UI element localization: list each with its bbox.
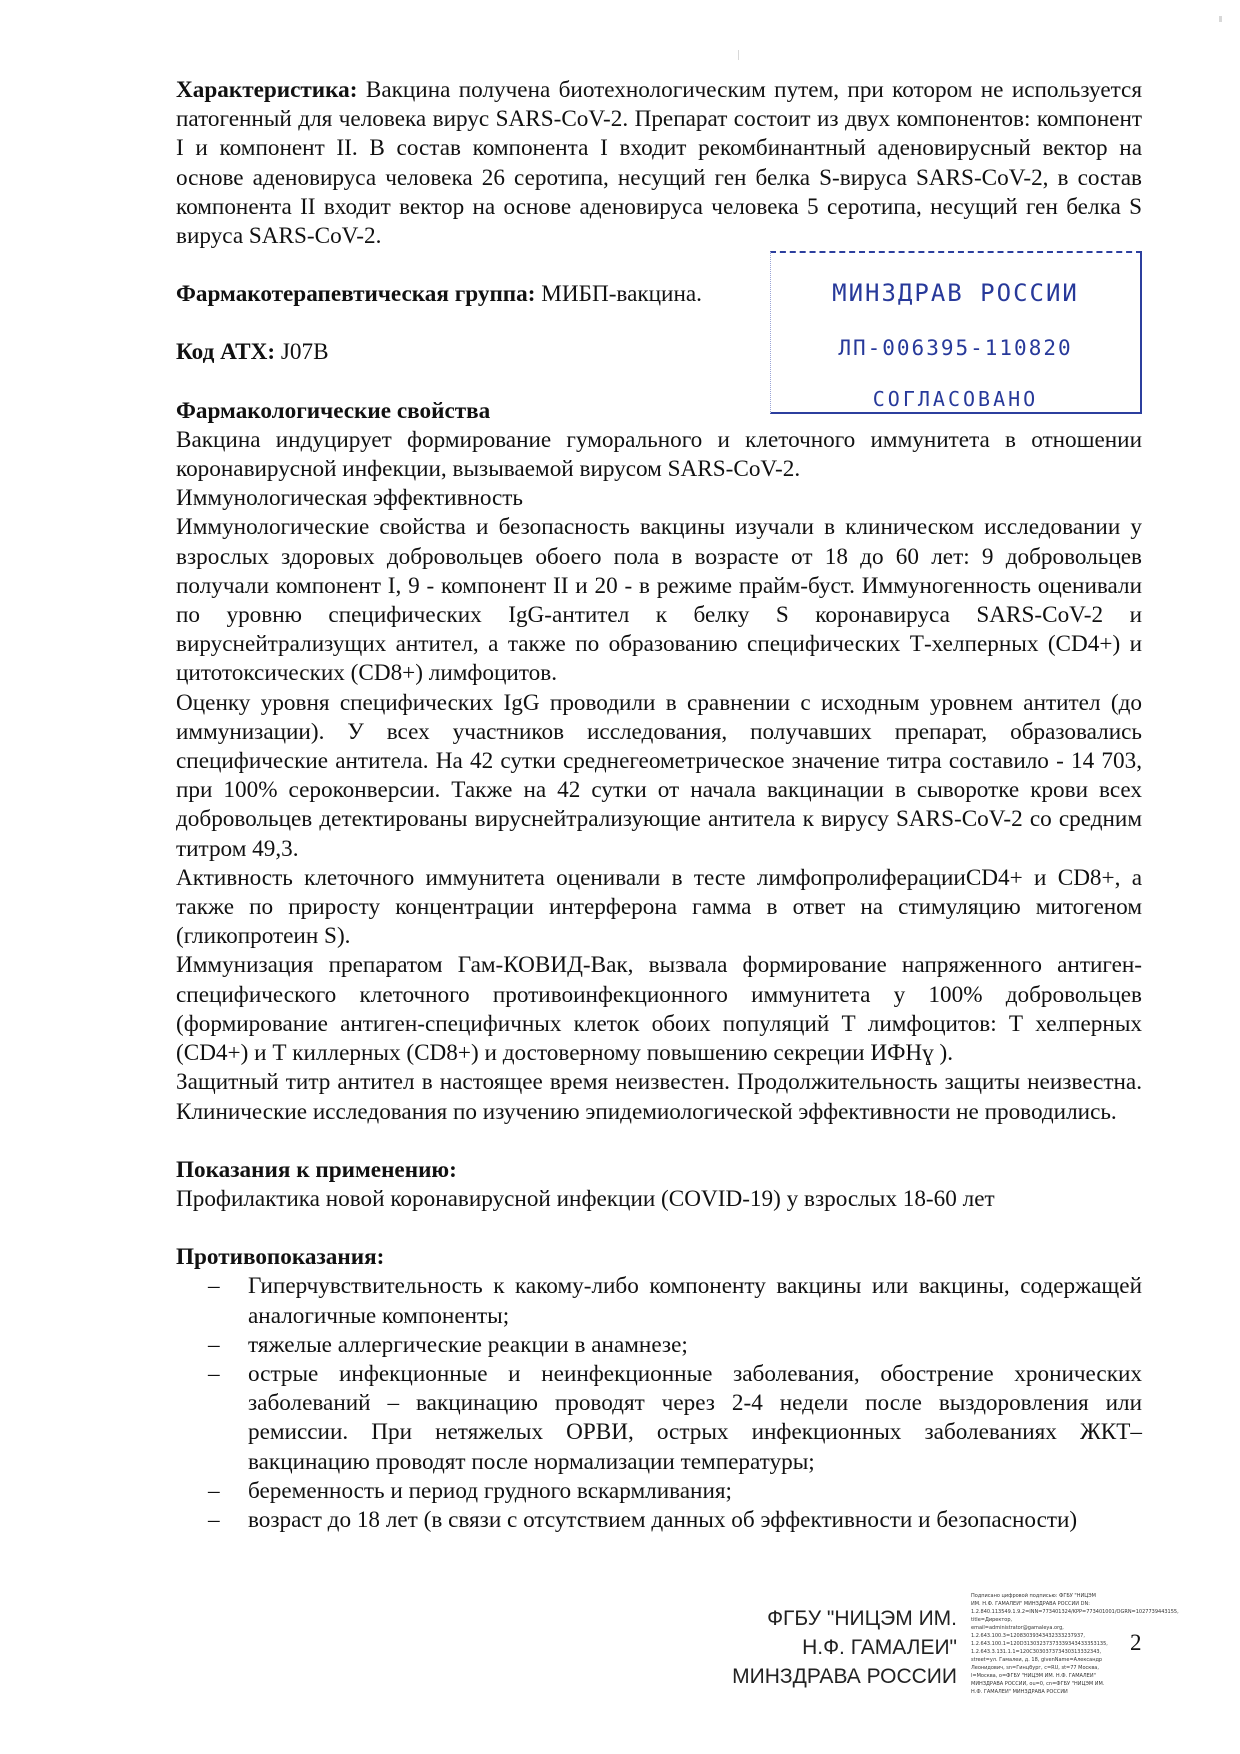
stamp-ministry-line: МИНЗДРАВ РОССИИ (832, 279, 1079, 307)
immuno-paragraph-4: Иммунизация препаратом Гам-КОВИД-Вак, вызвала формирование напряженного антиген-специфического клеточного противоинфекционного иммунитета у 100% добровольцев (формирование антиген-специфичных клеток обоих популяций Т лимфоцитов: Т хелперных (CD4+) и Т киллерных (CD8+) и достоверному повышению секреции ИФНɣ ). (176, 952, 1142, 1067)
dash-bullet: – (208, 1273, 220, 1300)
list-item (176, 1506, 1142, 1535)
indications-heading: Показания к применению: (176, 1156, 457, 1183)
list-item-text: возраст до 18 лет (в связи с отсутствием данных об эффективности и безопасности) (248, 1506, 1078, 1533)
characteristics-label: Характеристика: (176, 77, 358, 103)
footer-org-line-3: МИНЗДРАВА РОССИИ (732, 1665, 957, 1688)
dash-bullet: – (208, 1477, 220, 1504)
list-item (176, 1360, 1142, 1477)
footer-org-line-2: Н.Ф. ГАМАЛЕИ" (802, 1636, 957, 1659)
immuno-efficacy-heading: Иммунологическая эффективность (176, 485, 524, 512)
stamp-registration-number: ЛП-006395-110820 (838, 336, 1073, 360)
pharm-group-label: Фармакотерапевтическая группа: (176, 281, 536, 308)
footer-organization (697, 1604, 957, 1691)
contraindications-heading: Противопоказания: (176, 1244, 385, 1271)
immuno-paragraph-1: Иммунологические свойства и безопасность вакцины изучали в клиническом исследовании у взрослых здоровых добровольцев обоего пола в возрасте от 18 до 60 лет: 9 добровольцев получали компонент I, 9 - компонент II и 20 - в режиме прайм-буст. Иммуногенность оценивали по уровню специфических IgG-антител к белку S коронавируса SARS-CoV-2 и вируснейтрализущих антител, а также по образованию специфических Т-хелперных (CD4+) и цитотоксических (CD8+) лимфоцитов. (176, 514, 1142, 687)
characteristics-paragraph (176, 76, 1142, 251)
immuno-paragraph-3: Активность клеточного иммунитета оценивали в тесте лимфопролиферацииCD4+ и CD8+, а также по приросту концентрации интерферона гамма в ответ на стимуляцию митогеном (гликопротеин S). (176, 864, 1142, 950)
list-item (176, 1331, 1142, 1360)
dash-bullet: – (208, 1506, 220, 1533)
scan-artifact (1219, 16, 1222, 22)
scan-artifact (738, 50, 739, 60)
dash-bullet: – (208, 1331, 220, 1358)
contraindications-list (176, 1272, 1142, 1535)
stamp-approved-line: СОГЛАСОВАНО (872, 387, 1039, 411)
list-item-text: тяжелые аллергические реакции в анамнезе; (248, 1331, 688, 1358)
list-item-text: острые инфекционные и неинфекционные заболевания, обострение хронических заболеваний – вакцинацию проводят через 2-4 недели после выздоровления или ремиссии. При нетяжелых ОРВИ, острых инфекционных заболеваниях ЖКТ– вакцинацию проводят после нормализации температуры; (248, 1360, 1142, 1475)
list-item (176, 1272, 1142, 1330)
page-number: 2 (1130, 1630, 1142, 1655)
pharm-props-intro: Вакцина индуцирует формирование гуморального и клеточного иммунитета в отношении коронавирусной инфекции, вызываемой вирусом SARS-CoV-2. (176, 426, 1142, 483)
atc-label: Код ATX: (176, 339, 276, 366)
list-item (176, 1477, 1142, 1506)
characteristics-text: Вакцина получена биотехнологическим путем, при котором не используется патогенный для человека вирус SARS-CoV-2. Препарат состоит из двух компонентов: компонент I и компонент II. В состав компонента I входит рекомбинантный аденовирусный вектор на основе аденовируса человека 26 серотипа, несущий ген белка S-вируса SARS-CoV-2, в состав компонента II входит вектор на основе аденовируса человека 5 серотипа, несущий ген белка S вируса SARS-CoV-2. (176, 77, 1142, 250)
list-item-text: Гиперчувствительность к какому-либо компоненту вакцины или вакцины, содержащей аналогичные компоненты; (248, 1273, 1142, 1329)
list-item-text: беременность и период грудного вскармливания; (248, 1477, 732, 1504)
atc-value: J07B (280, 339, 329, 366)
pharm-group-value: МИБП-вакцина. (541, 281, 702, 308)
immuno-paragraph-5: Защитный титр антител в настоящее время неизвестен. Продолжительность защиты неизвестна. Клинические исследования по изучению эпидемиологической эффективности не проводились. (176, 1069, 1142, 1125)
footer-org-line-1: ФГБУ "НИЦЭМ ИМ. (767, 1607, 957, 1630)
digital-signature-details: Подписано цифровой подписью: ФГБУ "НИЦЭМ ИМ. Н.Ф. ГАМАЛЕИ" МИНЗДРАВА РОССИИ DN: 1.2.840.113549.1.9.2=INN=773401324/KPP=773401001/OGRN=1027739443155, title=Директор, email=administrator@gamaleya.org, 1.2.643.100.3=12083039343432333237937, 1.2.643.100.1=120D31303237373339343433353135, 1.2.643.3.131.1.1=120C303037373430313332343, street=ул. Гамалеи, д. 18, givenName=Александр Леонидович, sn=Гинцбург, c=RU, st=77 Москва, l=Москва, o=ФГБУ "НИЦЭМ ИМ. Н.Ф. ГАМАЛЕИ" МИНЗДРАВА РОССИИ, ou=0, cn=ФГБУ "НИЦЭМ ИМ. Н.Ф. ГАМАЛЕИ" МИНЗДРАВА РОССИИ (971, 1593, 1179, 1695)
indications-text: Профилактика новой коронавирусной инфекции (COVID-19) у взрослых 18-60 лет (176, 1185, 995, 1212)
dash-bullet: – (208, 1360, 220, 1387)
immuno-paragraph-2: Оценку уровня специфических IgG проводили в сравнении с исходным уровнем антител (до иммунизации). У всех участников исследования, получавших препарат, образовались специфические антитела. На 42 сутки среднегеометрическое значение титра составило - 14 703, при 100% сероконверсии. Также на 42 сутки от начала вакцинации в сыворотке крови всех добровольцев детектированы вируснейтрализующие антитела к вирусу SARS-CoV-2 со средним титром 49,3. (176, 689, 1142, 862)
approval-stamp (770, 251, 1142, 414)
pharm-props-heading: Фармакологические свойства (176, 397, 491, 424)
